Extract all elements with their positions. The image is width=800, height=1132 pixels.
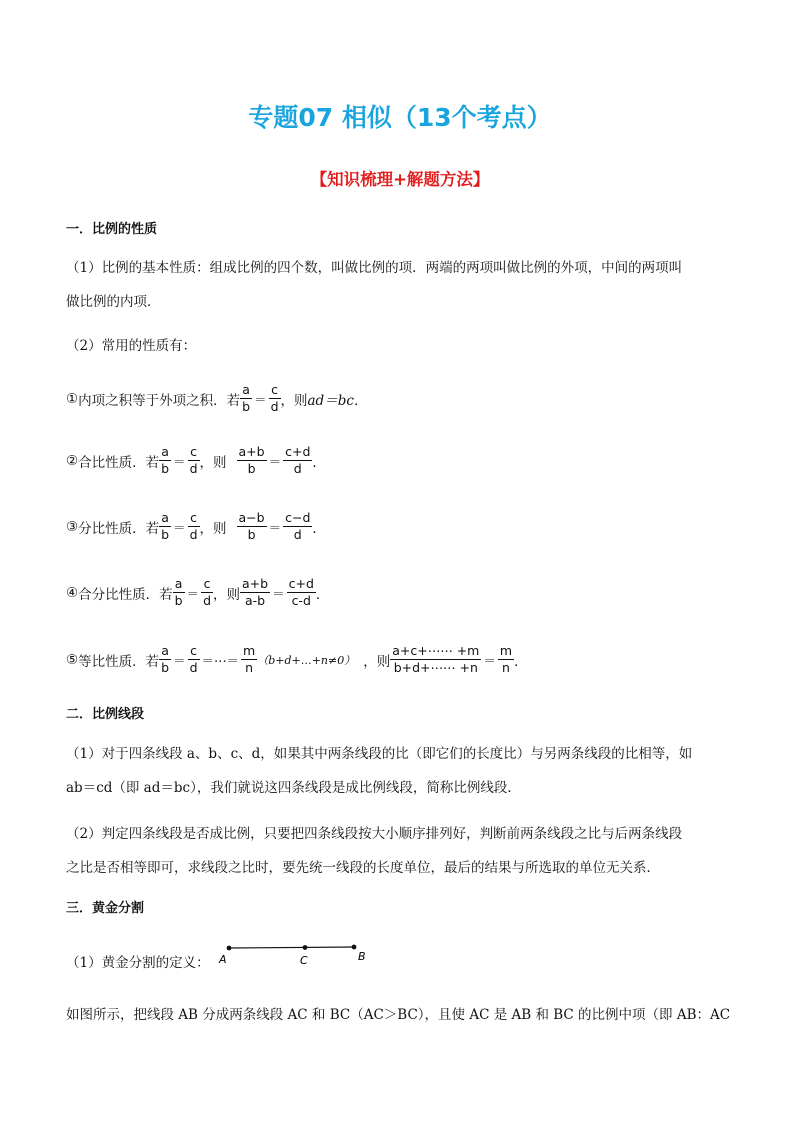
fraction-c-minus-d-over-d: c−d d	[285, 510, 311, 542]
item-text: 分比性质．若	[78, 520, 160, 537]
item-text: 合分比性质．若	[78, 586, 173, 603]
paragraph-line: 做比例的内项．	[66, 294, 161, 310]
paragraph-segments-judgement	[66, 817, 746, 885]
fraction-a-over-b: a b	[161, 510, 170, 542]
fraction-a-over-b: a b	[161, 444, 170, 476]
item-tail: ，则	[363, 653, 391, 670]
fraction-c-over-d: c d	[203, 576, 211, 608]
fraction-a-plus-b-over-a-minus-b: a+b a-b	[242, 576, 269, 608]
paragraph-line: （2）判定四条线段是否成比例，只要把四条线段按大小顺序排列好，判断前两条线段之比与后两条线段	[66, 826, 683, 842]
dots-equals: ＝⋯＝	[201, 652, 240, 668]
item-tail: ，则	[199, 520, 227, 537]
fraction-a-over-b: a b	[242, 382, 251, 414]
fraction-a-over-b: a b	[174, 576, 183, 608]
section-heading-proportional-segments: 二．比例线段	[66, 707, 145, 722]
fraction-c-over-d: c d	[189, 510, 198, 542]
label-c: C	[300, 954, 308, 967]
item-tail: ，则	[213, 586, 240, 603]
equals-sign: ＝	[268, 453, 282, 469]
equals-sign: ＝	[268, 519, 282, 535]
property-item-4	[66, 576, 329, 609]
item-number: ①	[66, 390, 79, 407]
point-b	[352, 945, 357, 950]
point-a	[227, 946, 232, 951]
item-result: ad＝bc．	[307, 392, 368, 409]
fraction-m-over-n: m n	[499, 643, 513, 675]
fraction-a-over-b: a b	[161, 643, 170, 675]
item-number: ③	[66, 518, 79, 535]
item-number: ④	[66, 584, 79, 601]
equals-sign: ＝	[254, 391, 267, 407]
property-item-5	[66, 643, 528, 676]
equals-sign: ＝	[186, 585, 200, 601]
fraction-c-plus-d-over-d: c+d d	[285, 444, 311, 476]
item-condition: （b+d+…+n≠0）	[257, 653, 356, 667]
equals-sign: ＝	[173, 453, 186, 469]
fraction-sum-over-sum: a+c+⋯⋯ +m b+d+⋯⋯ +n	[392, 643, 480, 675]
fraction-c-over-d: c d	[189, 444, 198, 476]
fraction-m-over-n: m n	[243, 643, 256, 675]
fraction-c-plus-d-over-c-minus-d: c+d c-d	[288, 576, 314, 608]
section-heading-golden-section: 三．黄金分割	[66, 901, 145, 916]
page-subtitle: 【知识梳理+解题方法】	[310, 170, 490, 189]
paragraph-segments-definition	[66, 737, 746, 805]
label-a: A	[219, 953, 227, 966]
equals-sign: ＝	[272, 585, 285, 601]
item-tail: ，则	[280, 392, 308, 409]
paragraph-line: （1）比例的基本性质：组成比例的四个数，叫做比例的项．两端的两项叫做比例的外项，中间的两项叫	[66, 260, 683, 276]
property-item-3	[66, 510, 326, 543]
period: ．	[312, 520, 326, 537]
fraction-a-minus-b-over-b: a−b b	[238, 510, 265, 542]
paragraph-golden-explanation: 如图所示，把线段 AB 分成两条线段 AC 和 BC（AC＞BC），且使 AC 是 AB 和 BC 的比例中项（即 AB：AC	[66, 1007, 731, 1023]
equals-sign: ＝	[173, 519, 186, 535]
equals-sign: ＝	[173, 652, 186, 668]
point-c	[303, 945, 308, 950]
item-text: 内项之积等于外项之积．若	[78, 392, 241, 409]
fraction-c-over-d: c d	[189, 643, 198, 675]
segment-figure-abc	[215, 938, 375, 972]
property-item-1	[66, 382, 367, 415]
item-tail: ，则	[199, 454, 227, 471]
segment-ab-line	[229, 947, 354, 948]
section-heading-ratio-properties: 一．比例的性质	[66, 222, 158, 237]
item-text: 等比性质．若	[78, 653, 160, 670]
paragraph-basic-property	[66, 251, 746, 319]
fraction-a-plus-b-over-b: a+b b	[238, 444, 265, 476]
equals-sign: ＝	[483, 652, 496, 668]
item-text: 合比性质．若	[78, 454, 160, 471]
property-item-2	[66, 444, 326, 477]
fraction-c-over-d: c d	[270, 382, 279, 414]
paragraph-golden-definition: （1）黄金分割的定义：	[66, 955, 210, 971]
item-number: ②	[66, 452, 79, 469]
paragraph-line: ab＝cd（即 ad＝bc），我们就说这四条线段是成比例线段，简称比例线段．	[66, 780, 521, 796]
item-number: ⑤	[66, 651, 79, 668]
period: ．	[514, 653, 528, 670]
label-b: B	[358, 950, 366, 963]
period: ．	[312, 454, 326, 471]
paragraph-line: （1）对于四条线段 a、b、c、d，如果其中两条线段的比（即它们的长度比）与另两条线段的比相等，如	[66, 746, 693, 762]
page-title: 专题07 相似（13个考点）	[248, 103, 552, 132]
paragraph-common-properties: （2）常用的性质有：	[66, 338, 197, 354]
period: ．	[315, 586, 330, 603]
paragraph-line: 之比是否相等即可，求线段之比时，要先统一线段的长度单位，最后的结果与所选取的单位无关系．	[66, 860, 660, 876]
